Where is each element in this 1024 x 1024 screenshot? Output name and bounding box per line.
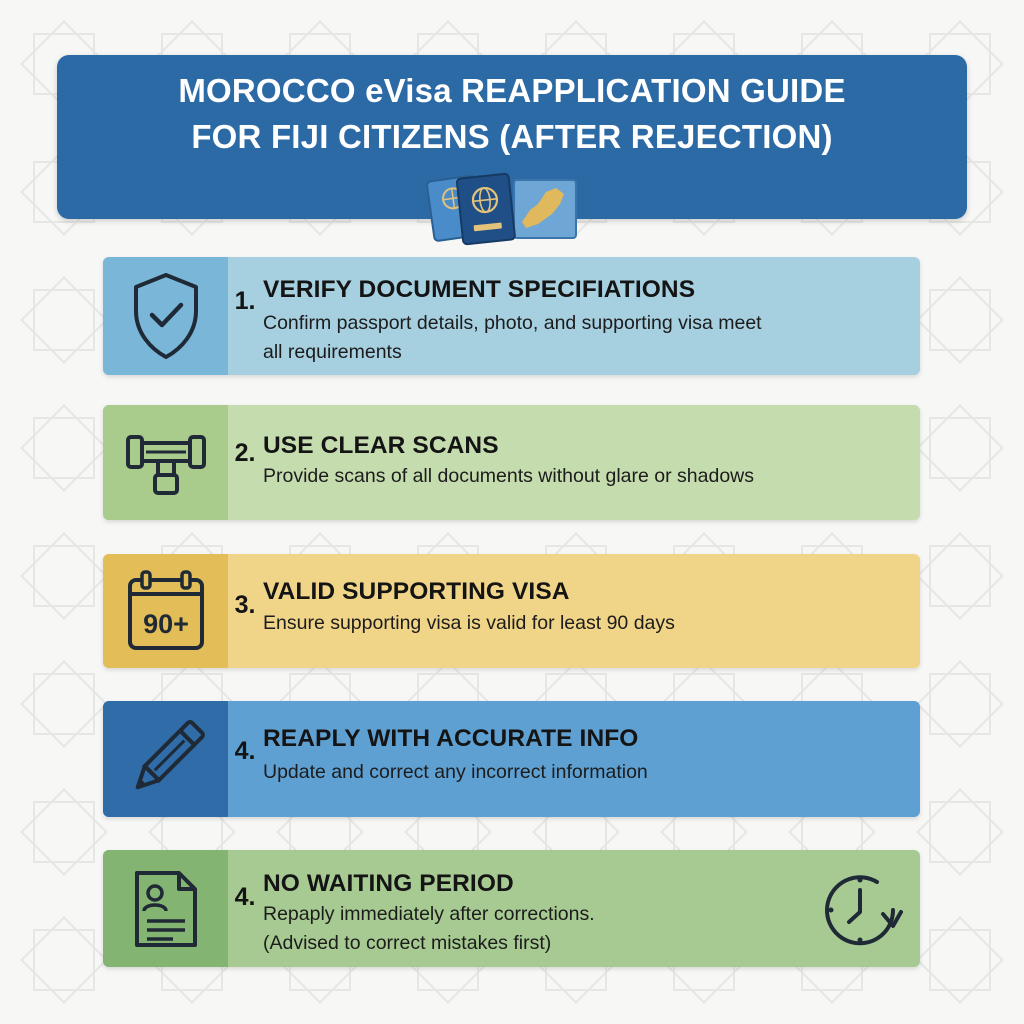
page-title-line-1: MOROCCO eVisa REAPPLICATION GUIDE	[178, 72, 846, 109]
step-title: REAPLY WITH ACCURATE INFO	[263, 725, 639, 752]
step-description-line-2: all requirements	[263, 341, 402, 363]
step-number: 3.	[234, 591, 256, 619]
step-description-line-1: Provide scans of all documents without glare or shadows	[263, 465, 755, 487]
step-title: USE CLEAR SCANS	[263, 432, 499, 459]
step-description	[263, 309, 853, 367]
step-number: 4.	[234, 883, 256, 911]
step-title: NO WAITING PERIOD	[263, 870, 514, 897]
step-icon-panel	[103, 554, 228, 668]
step-description	[263, 758, 853, 787]
shield-check-icon	[129, 271, 203, 361]
step-number: 1.	[234, 287, 256, 315]
step-card-valid-visa	[103, 554, 920, 668]
step-card-no-waiting-period	[103, 850, 920, 967]
clock-icon	[821, 870, 905, 950]
step-description	[263, 462, 853, 491]
scanner-icon	[124, 427, 208, 499]
step-card-reapply-accurate	[103, 701, 920, 817]
passport-and-map-icon	[426, 170, 582, 250]
step-card-clear-scans	[103, 405, 920, 520]
pencil-icon	[124, 717, 208, 801]
step-description-line-1: Update and correct any incorrect information	[263, 761, 648, 783]
step-description-line-2: (Advised to correct mistakes first)	[263, 932, 552, 954]
step-description-line-1: Ensure supporting visa is valid for least 90 days	[263, 612, 675, 634]
document-profile-icon	[133, 869, 199, 949]
step-title: VERIFY DOCUMENT SPECIFIATIONS	[263, 276, 696, 303]
step-description-line-1: Repaply immediately after corrections.	[263, 903, 595, 925]
page-title-line-2: FOR FIJI CITIZENS (AFTER REJECTION)	[191, 118, 833, 155]
calendar-icon-text: 90+	[142, 609, 189, 639]
step-card-verify-documents	[103, 257, 920, 375]
step-description	[263, 900, 853, 958]
step-icon-panel	[103, 405, 228, 520]
step-number: 4.	[234, 737, 256, 765]
step-icon-panel	[103, 257, 228, 375]
page-title	[0, 68, 1024, 160]
step-description-line-1: Confirm passport details, photo, and supporting visa meet	[263, 312, 762, 334]
step-number: 2.	[234, 439, 256, 467]
step-icon-panel	[103, 701, 228, 817]
step-icon-panel	[103, 850, 228, 967]
calendar-icon	[126, 570, 206, 652]
step-title: VALID SUPPORTING VISA	[263, 578, 570, 605]
step-description	[263, 609, 853, 638]
